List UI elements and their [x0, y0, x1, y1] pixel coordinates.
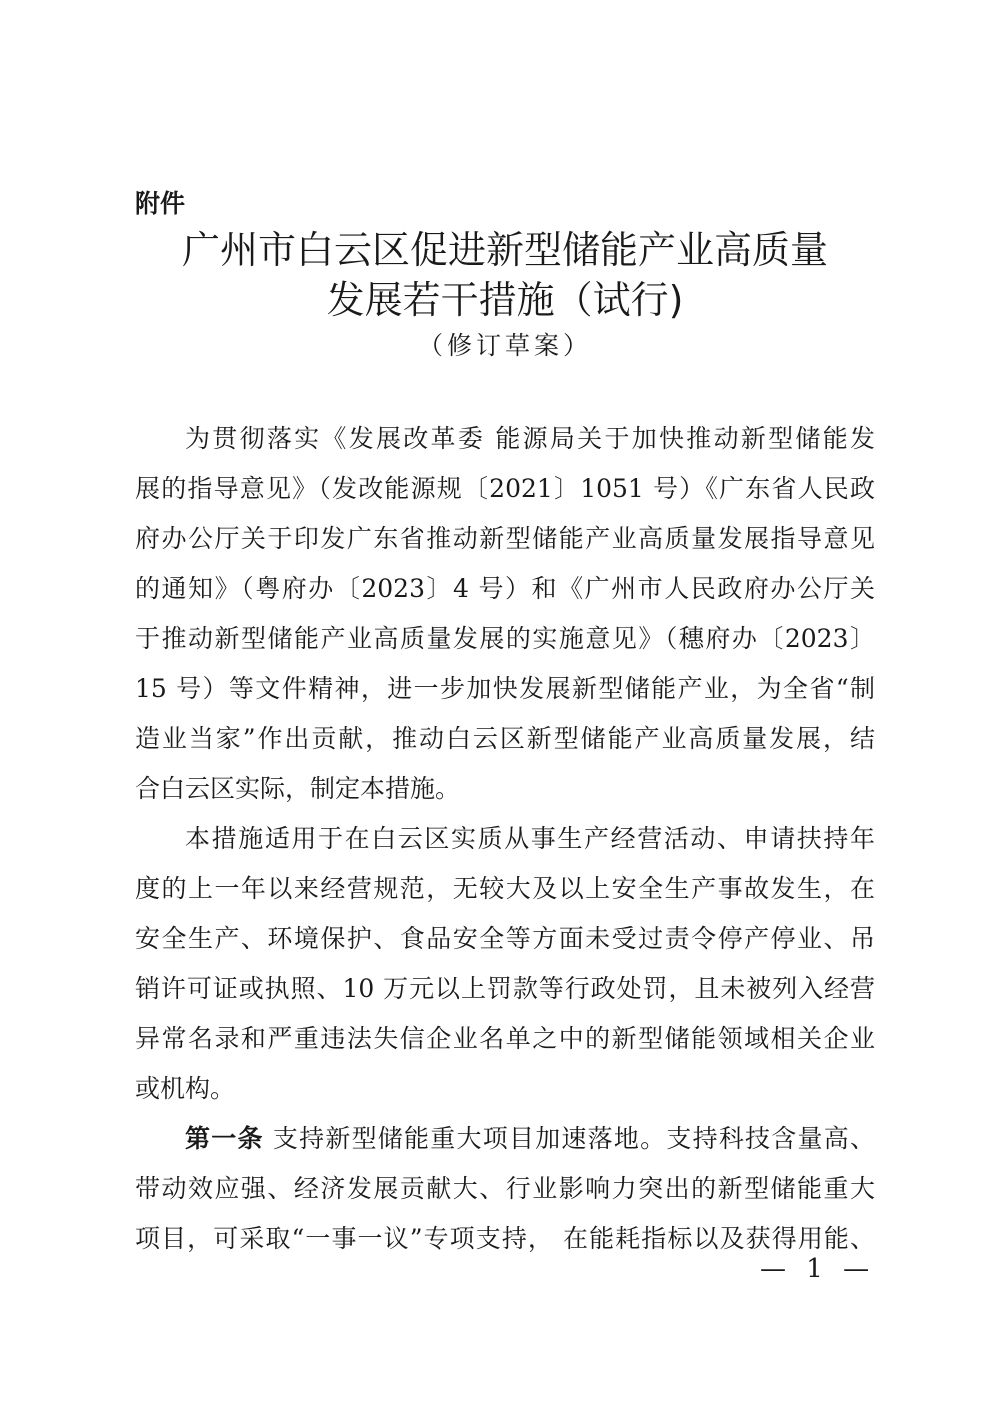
document-title-line-2: 发展若干措施（试行)	[326, 278, 684, 322]
paragraph-1-line: 府办公厅关于印发广东省推动新型储能产业高质量发展指导意见	[135, 524, 875, 553]
paragraph-1-line: 15 号）等文件精神，进一步加快发展新型储能产业，为全省“制	[135, 674, 875, 703]
paragraph-2-line: 或机构。	[135, 1074, 236, 1103]
article-1-line: 带动效应强、经济发展贡献大、行业影响力突出的新型储能重大	[135, 1174, 875, 1203]
paragraph-1-line: 造业当家”作出贡献，推动白云区新型储能产业高质量发展，结	[135, 724, 875, 753]
page-number: — 1 —	[760, 1254, 876, 1284]
paragraph-2-line: 销许可证或执照、10 万元以上罚款等行政处罚，且未被列入经营	[135, 974, 875, 1003]
paragraph-2-line: 异常名录和严重违法失信企业名单之中的新型储能领域相关企业	[135, 1024, 875, 1053]
paragraph-2-line: 度的上一年以来经营规范，无较大及以上安全生产事故发生，在	[135, 874, 875, 903]
paragraph-1-line: 合白云区实际，制定本措施。	[135, 774, 461, 803]
paragraph-1-line: 的通知》（粤府办〔2023〕4 号）和《广州市人民政府办公厅关	[135, 574, 875, 603]
paragraph-1-line: 为贯彻落实《发展改革委 能源局关于加快推动新型储能发	[185, 424, 875, 453]
article-1-first-line	[185, 1123, 875, 1155]
document-title-line-1: 广州市白云区促进新型储能产业高质量	[181, 228, 828, 272]
article-1-text: 支持新型储能重大项目加速落地。支持科技含量高、	[263, 1124, 875, 1153]
article-1-line: 项目，可采取“一事一议”专项支持， 在能耗指标以及获得用能、	[135, 1224, 875, 1253]
document-subtitle: （修订草案）	[417, 331, 592, 360]
paragraph-1-line: 展的指导意见》（发改能源规〔2021〕1051 号）《广东省人民政	[135, 474, 875, 503]
article-1-heading: 第一条	[185, 1124, 264, 1153]
paragraph-2-line: 本措施适用于在白云区实质从事生产经营活动、申请扶持年	[185, 824, 875, 853]
attachment-label: 附件	[135, 189, 186, 218]
paragraph-2-line: 安全生产、环境保护、食品安全等方面未受过责令停产停业、吊	[135, 924, 875, 953]
paragraph-1-line: 于推动新型储能产业高质量发展的实施意见》（穗府办〔2023〕	[135, 624, 875, 653]
